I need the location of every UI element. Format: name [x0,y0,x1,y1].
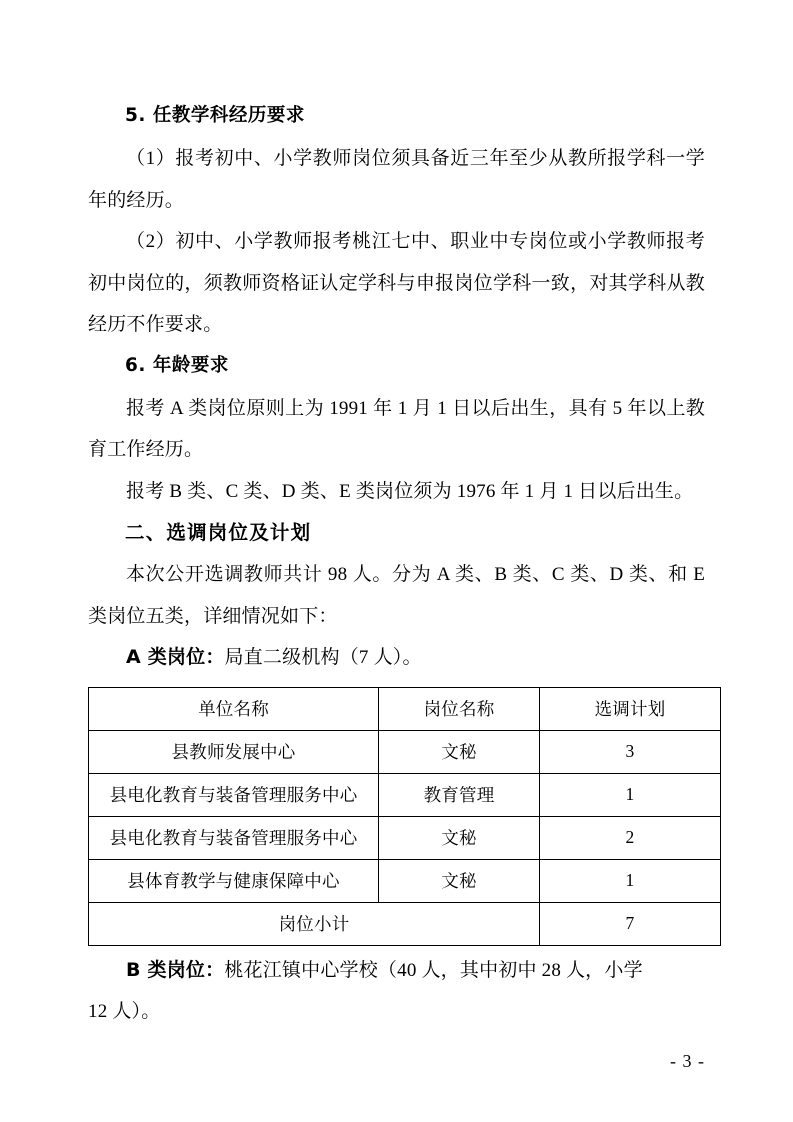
position-plan-table [88,687,721,946]
table-header-unit: 单位名称 [89,687,379,730]
table-header-plan: 选调计划 [540,687,721,730]
table-row [89,816,721,859]
cell-plan: 3 [540,730,721,773]
cell-unit: 县电化教育与装备管理服务中心 [89,816,379,859]
paragraph-5-2: （2）初中、小学教师报考桃江七中、职业中专岗位或小学教师报考初中岗位的，须教师资格证认定学科与申报岗位学科一致，对其学科从教经历不作要求。 [88,231,705,335]
section-heading-6: 6. 年龄要求 [125,354,229,376]
cell-unit: 县教师发展中心 [89,730,379,773]
cell-post: 文秘 [379,816,540,859]
cell-post: 教育管理 [379,773,540,816]
paragraph-after-table-line2: 12 人）。 [88,1001,161,1022]
table-header-post: 岗位名称 [379,687,540,730]
cell-plan: 2 [540,816,721,859]
cell-plan: 1 [540,859,721,902]
cell-post: 文秘 [379,859,540,902]
table-summary-row [89,902,721,945]
paragraph-6-2: 报考 B 类、C 类、D 类、E 类岗位须为 1976 年 1 月 1 日以后出生。 [126,480,694,502]
paragraph-after-table [88,950,705,992]
paragraph-5-1: （1）报考初中、小学教师岗位须具备近三年至少从教所报学科一学年的经历。 [88,148,705,211]
section-heading-5: 5. 任教学科经历要求 [125,105,305,126]
summary-value: 7 [540,902,721,945]
cell-plan: 1 [540,773,721,816]
table-intro [88,637,705,679]
paragraph-overview: 本次公开选调教师共计 98 人。分为 A 类、B 类、C 类、D 类、和 E 类岗位五类，详细情况如下： [88,564,705,627]
after-table-text: 桃花江镇中心学校（40 人，其中初中 28 人，小学 [224,959,643,981]
table-row [89,730,721,773]
document-content [88,96,705,1033]
cell-post: 文秘 [379,730,540,773]
page-number: - 3 - [670,1051,705,1071]
table-intro-text: 局直二级机构（7 人）。 [224,647,422,668]
summary-label: 岗位小计 [89,902,540,945]
table-row [89,773,721,816]
cell-unit: 县电化教育与装备管理服务中心 [89,773,379,816]
paragraph-6-1: 报考 A 类岗位原则上为 1991 年 1 月 1 日以后出生，具有 5 年以上教育工作经历。 [88,397,705,460]
table-header-row [89,687,721,730]
table-row [89,859,721,902]
cell-unit: 县体育教学与健康保障中心 [89,859,379,902]
after-table-label: B 类岗位： [126,958,225,981]
section-heading-two: 二、选调岗位及计划 [125,521,312,544]
table-intro-label: A 类岗位： [126,646,225,668]
